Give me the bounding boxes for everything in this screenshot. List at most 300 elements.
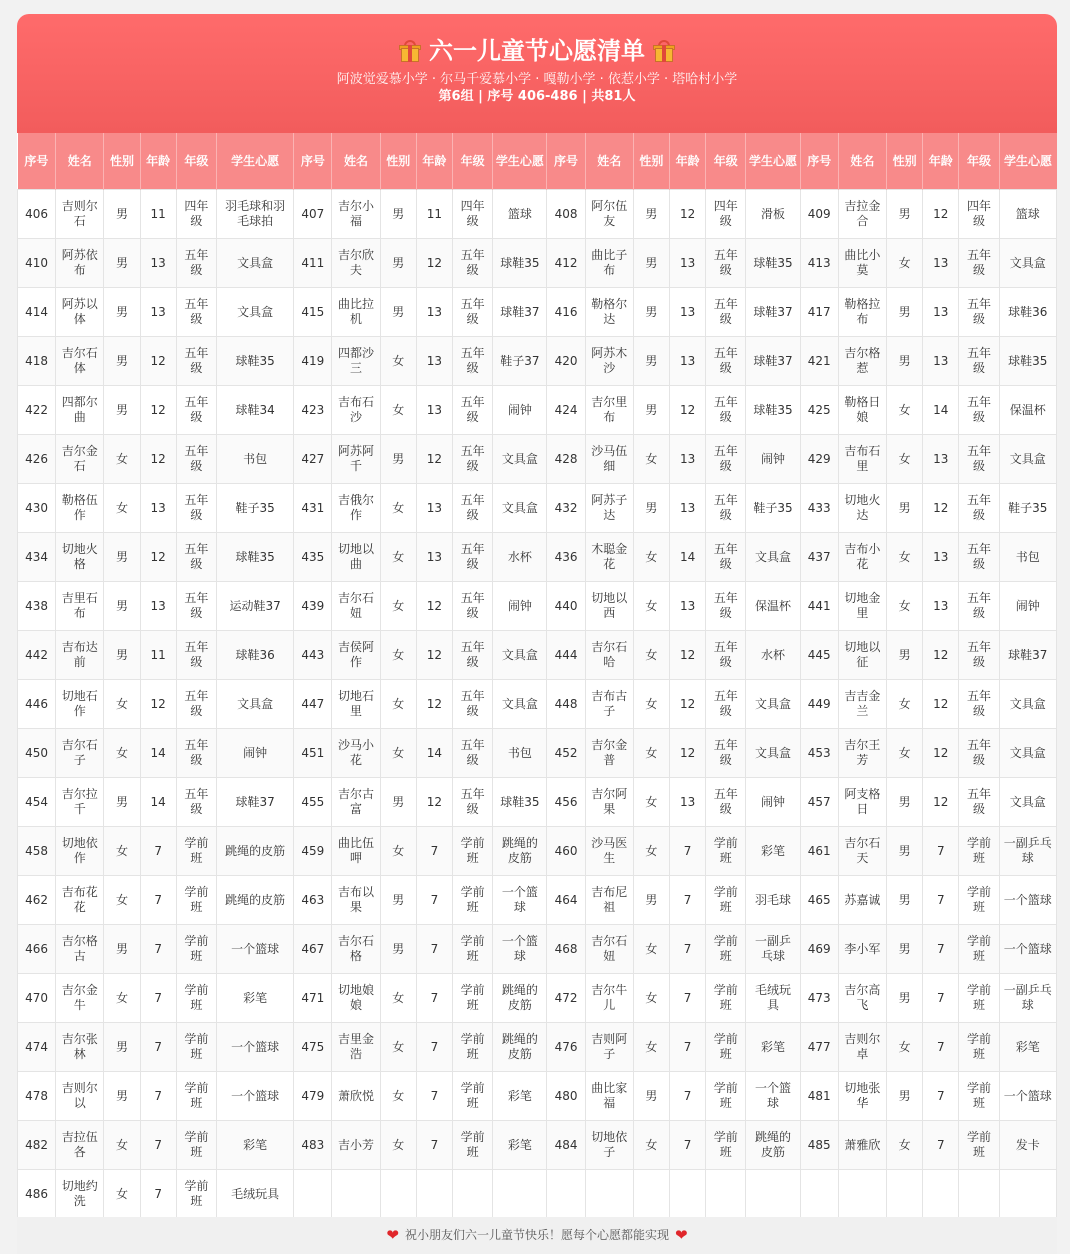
name-cell: 吉尔里布 — [585, 386, 633, 435]
name-cell: 切地以征 — [838, 631, 886, 680]
wish-cell: 水杯 — [746, 631, 800, 680]
gender-cell: 女 — [633, 729, 669, 778]
wish-cell: 文具盒 — [999, 239, 1056, 288]
seq-cell: 469 — [800, 925, 838, 974]
age-cell: 11 — [140, 631, 176, 680]
empty-cell — [746, 1170, 800, 1219]
name-cell: 吉尔石子 — [56, 729, 104, 778]
wish-cell: 文具盒 — [746, 729, 800, 778]
age-cell: 12 — [416, 778, 452, 827]
table-row — [18, 1023, 1057, 1072]
age-cell: 12 — [670, 190, 706, 239]
name-cell: 阿苏木沙 — [585, 337, 633, 386]
wish-cell: 一副乒乓球 — [999, 827, 1056, 876]
seq-cell: 454 — [18, 778, 56, 827]
wish-cell: 一个篮球 — [493, 925, 547, 974]
seq-cell: 434 — [18, 533, 56, 582]
column-header: 年级 — [706, 133, 746, 190]
gender-cell: 男 — [887, 876, 923, 925]
wish-cell: 文具盒 — [216, 680, 293, 729]
age-cell: 12 — [416, 239, 452, 288]
name-cell: 曲比小莫 — [838, 239, 886, 288]
school-list: 阿波觉爱慕小学 · 尔马千爱慕小学 · 嘎勒小学 · 依惹小学 · 塔哈村小学 — [336, 72, 738, 87]
gender-cell: 女 — [104, 1121, 140, 1170]
age-cell: 13 — [416, 533, 452, 582]
gender-cell: 男 — [104, 1023, 140, 1072]
name-cell: 吉尔金牛 — [56, 974, 104, 1023]
wish-cell: 球鞋37 — [216, 778, 293, 827]
wish-cell: 运动鞋37 — [216, 582, 293, 631]
grade-cell: 学前班 — [706, 827, 746, 876]
wish-cell: 一副乒乓球 — [746, 925, 800, 974]
gender-cell: 女 — [380, 1072, 416, 1121]
gender-cell: 男 — [887, 484, 923, 533]
grade-cell: 五年级 — [176, 435, 216, 484]
age-cell: 7 — [140, 1121, 176, 1170]
grade-cell: 五年级 — [176, 484, 216, 533]
seq-cell: 474 — [18, 1023, 56, 1072]
seq-cell: 473 — [800, 974, 838, 1023]
wish-cell: 球鞋35 — [493, 778, 547, 827]
wish-cell: 鞋子35 — [746, 484, 800, 533]
grade-cell: 五年级 — [176, 386, 216, 435]
grade-cell: 五年级 — [959, 386, 999, 435]
name-cell: 阿尔伍友 — [585, 190, 633, 239]
name-cell: 吉尔石妞 — [585, 925, 633, 974]
column-header: 序号 — [294, 133, 332, 190]
name-cell: 沙马小花 — [332, 729, 380, 778]
wish-cell: 毛绒玩具 — [746, 974, 800, 1023]
table-row — [18, 729, 1057, 778]
seq-cell: 483 — [294, 1121, 332, 1170]
name-cell: 阿苏子达 — [585, 484, 633, 533]
grade-cell: 学前班 — [453, 1072, 493, 1121]
age-cell: 12 — [923, 484, 959, 533]
seq-cell: 480 — [547, 1072, 585, 1121]
wish-cell: 球鞋37 — [493, 288, 547, 337]
gender-cell: 男 — [633, 337, 669, 386]
empty-cell — [416, 1170, 452, 1219]
grade-cell: 学前班 — [453, 876, 493, 925]
name-cell: 阿苏以体 — [56, 288, 104, 337]
grade-cell: 学前班 — [176, 974, 216, 1023]
wish-cell: 球鞋35 — [746, 239, 800, 288]
header — [17, 14, 1057, 133]
age-cell: 12 — [416, 631, 452, 680]
wish-cell: 球鞋37 — [746, 288, 800, 337]
age-cell: 14 — [140, 778, 176, 827]
column-header: 性别 — [887, 133, 923, 190]
wish-cell: 球鞋37 — [999, 631, 1056, 680]
gender-cell: 男 — [104, 190, 140, 239]
table-row — [18, 288, 1057, 337]
name-cell: 曲比家福 — [585, 1072, 633, 1121]
name-cell: 四都尔曲 — [56, 386, 104, 435]
gender-cell: 女 — [887, 729, 923, 778]
seq-cell: 416 — [547, 288, 585, 337]
seq-cell: 427 — [294, 435, 332, 484]
wish-cell: 跳绳的皮筋 — [493, 1023, 547, 1072]
name-cell: 切地石作 — [56, 680, 104, 729]
grade-cell: 学前班 — [176, 1121, 216, 1170]
grade-cell: 五年级 — [176, 337, 216, 386]
wish-cell: 彩笔 — [216, 1121, 293, 1170]
wish-cell: 文具盒 — [493, 680, 547, 729]
empty-cell — [585, 1170, 633, 1219]
gender-cell: 男 — [380, 876, 416, 925]
gender-cell: 女 — [887, 1023, 923, 1072]
seq-cell: 421 — [800, 337, 838, 386]
seq-cell: 461 — [800, 827, 838, 876]
grade-cell: 五年级 — [176, 778, 216, 827]
grade-cell: 五年级 — [176, 631, 216, 680]
age-cell: 11 — [416, 190, 452, 239]
seq-cell: 420 — [547, 337, 585, 386]
age-cell: 7 — [923, 1121, 959, 1170]
seq-cell: 412 — [547, 239, 585, 288]
grade-cell: 五年级 — [176, 288, 216, 337]
wish-cell: 一个篮球 — [746, 1072, 800, 1121]
name-cell: 吉尔石妞 — [332, 582, 380, 631]
name-cell: 吉里金浩 — [332, 1023, 380, 1072]
gender-cell: 女 — [633, 680, 669, 729]
table-row — [18, 631, 1057, 680]
age-cell: 13 — [416, 386, 452, 435]
column-header: 学生心愿 — [746, 133, 800, 190]
grade-cell: 学前班 — [176, 876, 216, 925]
age-cell: 13 — [416, 484, 452, 533]
name-cell: 吉尔小福 — [332, 190, 380, 239]
seq-cell: 455 — [294, 778, 332, 827]
column-header: 年龄 — [416, 133, 452, 190]
name-cell: 吉尔欣夫 — [332, 239, 380, 288]
wishlist-card — [17, 14, 1057, 1254]
seq-cell: 407 — [294, 190, 332, 239]
grade-cell: 五年级 — [959, 729, 999, 778]
wish-cell: 保温杯 — [746, 582, 800, 631]
name-cell: 勒格伍作 — [56, 484, 104, 533]
seq-cell: 428 — [547, 435, 585, 484]
wish-cell: 文具盒 — [999, 729, 1056, 778]
grade-cell: 学前班 — [706, 1121, 746, 1170]
gender-cell: 男 — [633, 288, 669, 337]
empty-cell — [380, 1170, 416, 1219]
seq-cell: 445 — [800, 631, 838, 680]
group-meta: 第6组 | 序号 406-486 | 共81人 — [438, 89, 636, 104]
seq-cell: 456 — [547, 778, 585, 827]
table-row — [18, 974, 1057, 1023]
gender-cell: 男 — [380, 778, 416, 827]
table-row — [18, 1072, 1057, 1121]
name-cell: 曲比子布 — [585, 239, 633, 288]
seq-cell: 439 — [294, 582, 332, 631]
name-cell: 吉俄尔作 — [332, 484, 380, 533]
empty-cell — [294, 1170, 332, 1219]
seq-cell: 438 — [18, 582, 56, 631]
gender-cell: 女 — [104, 974, 140, 1023]
age-cell: 7 — [140, 1023, 176, 1072]
wish-cell: 书包 — [493, 729, 547, 778]
name-cell: 切地张华 — [838, 1072, 886, 1121]
wish-cell: 球鞋35 — [216, 337, 293, 386]
gender-cell: 女 — [380, 680, 416, 729]
age-cell: 7 — [416, 827, 452, 876]
empty-cell — [706, 1170, 746, 1219]
gender-cell: 男 — [887, 778, 923, 827]
age-cell: 12 — [140, 386, 176, 435]
column-header: 姓名 — [332, 133, 380, 190]
gender-cell: 男 — [887, 974, 923, 1023]
grade-cell: 五年级 — [176, 680, 216, 729]
name-cell: 切地火格 — [56, 533, 104, 582]
table-row — [18, 680, 1057, 729]
wish-cell: 彩笔 — [216, 974, 293, 1023]
seq-cell: 472 — [547, 974, 585, 1023]
wish-cell: 闹钟 — [493, 386, 547, 435]
empty-cell — [999, 1170, 1056, 1219]
name-cell: 曲比伍呷 — [332, 827, 380, 876]
age-cell: 7 — [923, 827, 959, 876]
grade-cell: 五年级 — [453, 435, 493, 484]
name-cell: 切地娘娘 — [332, 974, 380, 1023]
age-cell: 13 — [670, 337, 706, 386]
age-cell: 13 — [140, 484, 176, 533]
wish-cell: 羽毛球 — [746, 876, 800, 925]
table-row — [18, 435, 1057, 484]
grade-cell: 学前班 — [959, 827, 999, 876]
name-cell: 吉尔拉千 — [56, 778, 104, 827]
age-cell: 7 — [140, 925, 176, 974]
age-cell: 7 — [923, 974, 959, 1023]
seq-cell: 432 — [547, 484, 585, 533]
age-cell: 13 — [923, 533, 959, 582]
gender-cell: 男 — [104, 1072, 140, 1121]
wish-cell: 闹钟 — [216, 729, 293, 778]
seq-cell: 485 — [800, 1121, 838, 1170]
grade-cell: 五年级 — [706, 680, 746, 729]
gender-cell: 女 — [633, 925, 669, 974]
column-header: 序号 — [547, 133, 585, 190]
name-cell: 曲比拉机 — [332, 288, 380, 337]
gender-cell: 女 — [104, 680, 140, 729]
seq-cell: 486 — [18, 1170, 56, 1219]
empty-cell — [493, 1170, 547, 1219]
gender-cell: 男 — [633, 1072, 669, 1121]
seq-cell: 406 — [18, 190, 56, 239]
grade-cell: 学前班 — [706, 1023, 746, 1072]
seq-cell: 478 — [18, 1072, 56, 1121]
grade-cell: 五年级 — [453, 386, 493, 435]
gender-cell: 女 — [633, 582, 669, 631]
name-cell: 吉尔石格 — [332, 925, 380, 974]
gender-cell: 男 — [380, 925, 416, 974]
gender-cell: 女 — [380, 631, 416, 680]
grade-cell: 五年级 — [959, 582, 999, 631]
age-cell: 12 — [670, 631, 706, 680]
title-row — [17, 14, 1057, 66]
seq-cell: 453 — [800, 729, 838, 778]
seq-cell: 482 — [18, 1121, 56, 1170]
name-cell: 木聪金花 — [585, 533, 633, 582]
age-cell: 7 — [416, 1072, 452, 1121]
seq-cell: 475 — [294, 1023, 332, 1072]
name-cell: 吉拉金合 — [838, 190, 886, 239]
gender-cell: 女 — [887, 1121, 923, 1170]
column-header: 姓名 — [585, 133, 633, 190]
wish-cell: 文具盒 — [493, 631, 547, 680]
seq-cell: 431 — [294, 484, 332, 533]
name-cell: 切地依子 — [585, 1121, 633, 1170]
seq-cell: 458 — [18, 827, 56, 876]
gender-cell: 女 — [104, 435, 140, 484]
name-cell: 吉布尼祖 — [585, 876, 633, 925]
grade-cell: 五年级 — [453, 778, 493, 827]
column-header: 性别 — [104, 133, 140, 190]
gender-cell: 男 — [633, 484, 669, 533]
grade-cell: 五年级 — [959, 239, 999, 288]
wish-cell: 球鞋35 — [216, 533, 293, 582]
wish-cell: 球鞋36 — [216, 631, 293, 680]
age-cell: 13 — [670, 288, 706, 337]
seq-cell: 436 — [547, 533, 585, 582]
name-cell: 吉布石沙 — [332, 386, 380, 435]
name-cell: 吉里石布 — [56, 582, 104, 631]
grade-cell: 五年级 — [176, 239, 216, 288]
gender-cell: 男 — [380, 239, 416, 288]
name-cell: 切地以西 — [585, 582, 633, 631]
grade-cell: 学前班 — [176, 827, 216, 876]
age-cell: 12 — [923, 729, 959, 778]
table-row — [18, 1170, 1057, 1219]
gender-cell: 男 — [887, 190, 923, 239]
gender-cell: 女 — [380, 729, 416, 778]
age-cell: 7 — [416, 1023, 452, 1072]
table-row — [18, 533, 1057, 582]
age-cell: 14 — [416, 729, 452, 778]
seq-cell: 429 — [800, 435, 838, 484]
wish-table — [17, 133, 1057, 1219]
gender-cell: 男 — [104, 925, 140, 974]
age-cell: 13 — [670, 239, 706, 288]
grade-cell: 五年级 — [706, 778, 746, 827]
age-cell: 12 — [416, 435, 452, 484]
age-cell: 13 — [140, 582, 176, 631]
seq-cell: 444 — [547, 631, 585, 680]
seq-cell: 477 — [800, 1023, 838, 1072]
grade-cell: 五年级 — [706, 533, 746, 582]
name-cell: 沙马医生 — [585, 827, 633, 876]
gender-cell: 男 — [104, 337, 140, 386]
name-cell: 吉则尔卓 — [838, 1023, 886, 1072]
age-cell: 14 — [140, 729, 176, 778]
name-cell: 萧雅欣 — [838, 1121, 886, 1170]
wish-cell: 一个篮球 — [493, 876, 547, 925]
wish-cell: 文具盒 — [999, 778, 1056, 827]
seq-cell: 476 — [547, 1023, 585, 1072]
grade-cell: 五年级 — [706, 631, 746, 680]
grade-cell: 学前班 — [706, 876, 746, 925]
grade-cell: 学前班 — [706, 1072, 746, 1121]
seq-cell: 424 — [547, 386, 585, 435]
gender-cell: 女 — [633, 1023, 669, 1072]
seq-cell: 471 — [294, 974, 332, 1023]
wish-cell: 滑板 — [746, 190, 800, 239]
gender-cell: 女 — [380, 386, 416, 435]
grade-cell: 学前班 — [959, 1121, 999, 1170]
gender-cell: 女 — [104, 484, 140, 533]
empty-cell — [838, 1170, 886, 1219]
name-cell: 切地火达 — [838, 484, 886, 533]
gender-cell: 女 — [633, 778, 669, 827]
gender-cell: 女 — [380, 484, 416, 533]
wish-cell: 羽毛球和羽毛球拍 — [216, 190, 293, 239]
empty-cell — [547, 1170, 585, 1219]
grade-cell: 五年级 — [706, 435, 746, 484]
gender-cell: 女 — [633, 533, 669, 582]
age-cell: 12 — [670, 729, 706, 778]
wish-cell: 篮球 — [493, 190, 547, 239]
grade-cell: 四年级 — [706, 190, 746, 239]
wish-cell: 一个篮球 — [999, 1072, 1056, 1121]
age-cell: 12 — [140, 337, 176, 386]
column-header: 年级 — [176, 133, 216, 190]
column-header: 学生心愿 — [216, 133, 293, 190]
wish-cell: 鞋子35 — [999, 484, 1056, 533]
gender-cell: 女 — [887, 680, 923, 729]
seq-cell: 410 — [18, 239, 56, 288]
grade-cell: 五年级 — [706, 386, 746, 435]
wish-cell: 毛绒玩具 — [216, 1170, 293, 1219]
wish-cell: 闹钟 — [746, 778, 800, 827]
wish-cell: 球鞋35 — [746, 386, 800, 435]
seq-cell: 449 — [800, 680, 838, 729]
name-cell: 吉尔张林 — [56, 1023, 104, 1072]
grade-cell: 学前班 — [176, 1072, 216, 1121]
name-cell: 勒格尔达 — [585, 288, 633, 337]
grade-cell: 五年级 — [453, 631, 493, 680]
seq-cell: 415 — [294, 288, 332, 337]
wish-cell: 跳绳的皮筋 — [216, 827, 293, 876]
seq-cell: 463 — [294, 876, 332, 925]
age-cell: 7 — [923, 1023, 959, 1072]
empty-cell — [800, 1170, 838, 1219]
age-cell: 13 — [416, 337, 452, 386]
wish-cell: 篮球 — [999, 190, 1056, 239]
seq-cell: 462 — [18, 876, 56, 925]
age-cell: 7 — [416, 1121, 452, 1170]
gender-cell: 女 — [380, 1121, 416, 1170]
seq-cell: 479 — [294, 1072, 332, 1121]
table-row — [18, 582, 1057, 631]
age-cell: 12 — [923, 778, 959, 827]
age-cell: 12 — [670, 680, 706, 729]
grade-cell: 五年级 — [176, 582, 216, 631]
grade-cell: 五年级 — [706, 337, 746, 386]
grade-cell: 学前班 — [453, 925, 493, 974]
gender-cell: 女 — [887, 435, 923, 484]
name-cell: 吉拉伍各 — [56, 1121, 104, 1170]
seq-cell: 409 — [800, 190, 838, 239]
age-cell: 12 — [140, 435, 176, 484]
empty-cell — [959, 1170, 999, 1219]
age-cell: 7 — [140, 876, 176, 925]
age-cell: 12 — [140, 533, 176, 582]
heart-icon: ❤ — [386, 1226, 399, 1244]
table-row — [18, 190, 1057, 239]
wish-cell: 闹钟 — [999, 582, 1056, 631]
gender-cell: 女 — [380, 974, 416, 1023]
gender-cell: 男 — [104, 533, 140, 582]
